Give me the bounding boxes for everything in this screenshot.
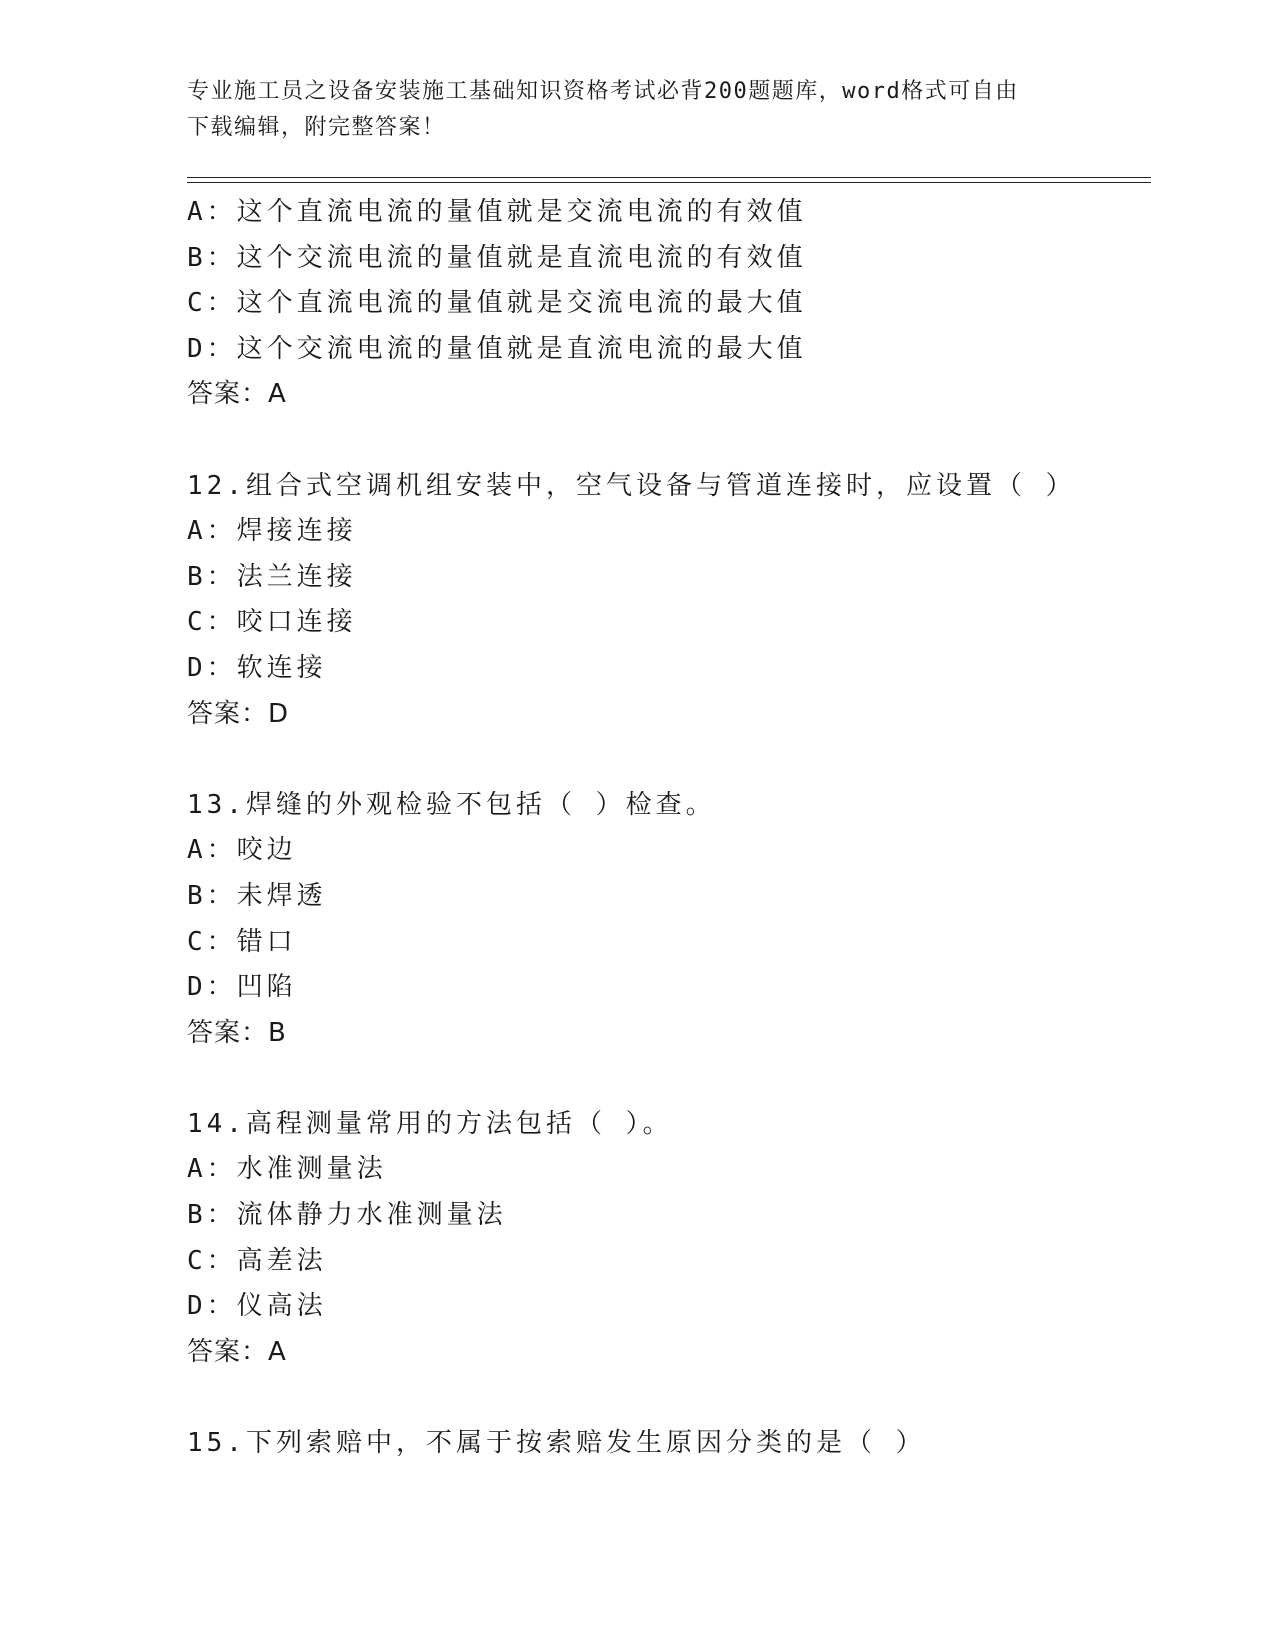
spacer — [187, 1375, 1167, 1421]
header-divider-bottom — [187, 182, 1151, 183]
question-stem: 15.下列索赔中，不属于按索赔发生原因分类的是（ ） — [187, 1428, 926, 1459]
option-c: C：这个直流电流的量值就是交流电流的最大值 — [187, 288, 807, 319]
answer: 答案：A — [187, 379, 287, 410]
question-13 — [187, 783, 1167, 1057]
header-line-1: 专业施工员之设备安装施工基础知识资格考试必背200题题库，word格式可自由 — [187, 79, 1019, 104]
header-divider-top — [187, 177, 1151, 178]
option-c: C：错口 — [187, 926, 297, 957]
question-list — [187, 190, 1167, 1467]
option-c: C：高差法 — [187, 1245, 327, 1276]
option-d: D：这个交流电流的量值就是直流电流的最大值 — [187, 333, 807, 364]
question-12 — [187, 464, 1167, 738]
option-a: A：这个直流电流的量值就是交流电流的有效值 — [187, 197, 807, 227]
option-b: B：流体静力水准测量法 — [187, 1200, 507, 1231]
option-d: D：软连接 — [187, 652, 327, 683]
option-b: B：未焊透 — [187, 880, 327, 911]
answer: 答案：A — [187, 1336, 287, 1367]
header-line-2: 下载编辑，附完整答案！ — [187, 115, 446, 140]
answer: 答案：D — [187, 698, 290, 729]
question-14 — [187, 1102, 1167, 1376]
option-c: C：咬口连接 — [187, 607, 357, 638]
question-stem: 13.焊缝的外观检验不包括（ ）检查。 — [187, 789, 716, 820]
document-header — [187, 74, 1087, 146]
option-d: D：凹陷 — [187, 972, 297, 1003]
option-b: B：这个交流电流的量值就是直流电流的有效值 — [187, 242, 807, 273]
question-15 — [187, 1421, 1167, 1467]
option-d: D：仪高法 — [187, 1291, 327, 1322]
question-stem: 14.高程测量常用的方法包括（ ）。 — [187, 1108, 673, 1139]
option-a: A：水准测量法 — [187, 1154, 387, 1185]
spacer — [187, 418, 1167, 464]
spacer — [187, 737, 1167, 783]
question-11-continued — [187, 190, 1167, 418]
option-b: B：法兰连接 — [187, 561, 357, 592]
question-stem: 12.组合式空调机组安装中，空气设备与管道连接时，应设置（ ） — [187, 470, 1076, 501]
option-a: A：咬边 — [187, 835, 297, 866]
answer: 答案：B — [187, 1017, 287, 1048]
option-a: A：焊接连接 — [187, 516, 357, 547]
spacer — [187, 1056, 1167, 1102]
